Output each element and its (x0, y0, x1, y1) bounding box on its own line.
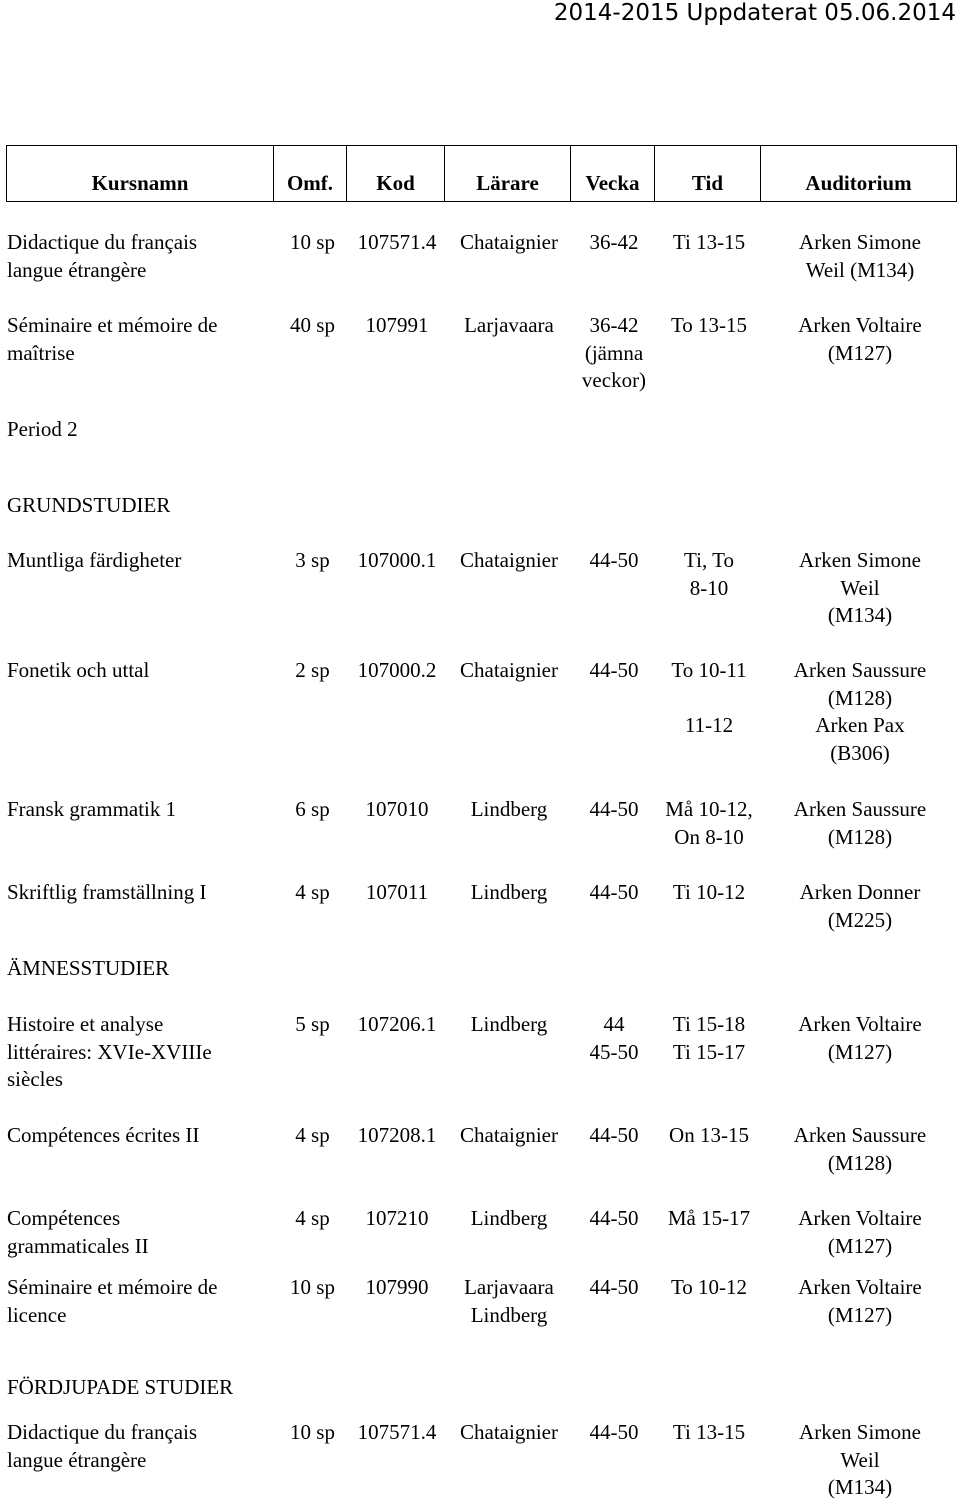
course-credits-line: 5 sp (295, 1012, 330, 1036)
course-name-line: maîtrise (7, 340, 75, 365)
course-code-line: 107571.4 (357, 230, 437, 254)
course-credits (280, 1419, 345, 1447)
period-2-label: Period 2 (7, 417, 78, 441)
course-room-line: (M128) (827, 685, 893, 710)
course-time (656, 657, 762, 740)
course-time-line (656, 685, 762, 713)
course-credits-line: 4 sp (295, 1206, 330, 1230)
column-header-row (7, 146, 957, 202)
course-time-line: To 13-15 (670, 313, 748, 337)
course-code-line: 107000.1 (357, 548, 437, 572)
course-weeks-line: 36-42 (589, 313, 639, 337)
course-weeks-line: 44-50 (589, 658, 639, 682)
course-room (762, 229, 958, 284)
course-time (656, 1011, 762, 1066)
course-teacher (446, 1274, 572, 1329)
course-room-line: Weil (M134) (805, 257, 915, 282)
course-code (348, 547, 446, 575)
course-room-line: (M127) (827, 1302, 893, 1327)
course-name (7, 1274, 277, 1329)
course-weeks (572, 1205, 656, 1233)
course-credits-line: 40 sp (290, 313, 335, 337)
course-name (7, 1122, 277, 1150)
course-code (348, 1274, 446, 1302)
course-room-line: Weil (840, 1447, 880, 1472)
course-room-line: Weil (840, 575, 880, 600)
course-credits (280, 1205, 345, 1233)
course-teacher (446, 1205, 572, 1233)
course-room-line: (M127) (827, 1039, 893, 1064)
course-name (7, 1419, 277, 1474)
course-time-line: Ti 10-12 (672, 880, 746, 904)
course-room-line: Arken Saussure (793, 797, 927, 821)
course-teacher (446, 879, 572, 907)
course-name-line: Compétences écrites II (7, 1123, 200, 1147)
course-weeks (572, 1419, 656, 1447)
course-time (656, 1419, 762, 1447)
course-time-line: To 10-12 (670, 1275, 748, 1299)
course-weeks-line: 36-42 (589, 230, 639, 254)
course-time-line: Må 10-12, (665, 797, 753, 821)
course-time-line: 11-12 (684, 713, 734, 737)
course-name-line: langue étrangère (7, 1447, 147, 1472)
course-time (656, 1274, 762, 1302)
course-credits (280, 1122, 345, 1150)
course-name (7, 657, 277, 685)
course-teacher-line: Lindberg (470, 797, 548, 821)
column-header-kod: Kod (347, 146, 445, 202)
course-weeks-line: 44-50 (589, 548, 639, 572)
course-code (348, 229, 446, 257)
course-teacher-line: Larjavaara (464, 313, 554, 337)
course-credits (280, 1011, 345, 1039)
course-code (348, 879, 446, 907)
course-room-line: (M128) (827, 824, 893, 849)
course-weeks (572, 1011, 656, 1066)
section-fordjupade-studier: FÖRDJUPADE STUDIER (7, 1375, 234, 1399)
course-teacher-line: Chataignier (460, 1420, 558, 1444)
course-time-line: Ti 13-15 (672, 1420, 746, 1444)
column-header-tid: Tid (655, 146, 761, 202)
course-credits (280, 1274, 345, 1302)
course-teacher (446, 1122, 572, 1150)
course-teacher-line: Chataignier (460, 1123, 558, 1147)
course-name (7, 312, 277, 367)
course-code-line: 107990 (365, 1275, 429, 1299)
course-room (762, 879, 958, 934)
course-room-line: Arken Saussure (793, 1123, 927, 1147)
course-room-line: Arken Voltaire (798, 313, 922, 337)
course-time (656, 879, 762, 907)
course-credits (280, 796, 345, 824)
course-name-line: langue étrangère (7, 257, 147, 282)
course-room-line: Arken Simone (799, 1420, 921, 1444)
course-weeks (572, 879, 656, 907)
course-name-line: Muntliga färdigheter (7, 548, 182, 572)
course-credits-line: 10 sp (290, 1420, 335, 1444)
course-time-line: Må 15-17 (667, 1206, 751, 1230)
course-weeks (572, 1122, 656, 1150)
course-room-line: Arken Pax (815, 713, 905, 737)
section-grundstudier: GRUNDSTUDIER (7, 493, 171, 517)
course-name (7, 796, 277, 824)
course-room-line: Arken Simone (799, 230, 921, 254)
course-teacher (446, 1011, 572, 1039)
course-credits-line: 10 sp (290, 1275, 335, 1299)
course-weeks (572, 657, 656, 685)
course-room (762, 657, 958, 767)
course-teacher (446, 657, 572, 685)
course-teacher (446, 312, 572, 340)
course-credits-line: 2 sp (295, 658, 330, 682)
course-credits-line: 10 sp (290, 230, 335, 254)
course-name (7, 1011, 277, 1094)
course-room-line: Arken Simone (799, 548, 921, 572)
course-weeks-line: 44-50 (589, 1275, 639, 1299)
course-teacher-line: Lindberg (470, 1206, 548, 1230)
course-time-line: To 10-11 (671, 658, 747, 682)
course-time (656, 229, 762, 257)
course-room-line: (M128) (827, 1150, 893, 1175)
course-room-line: (M225) (827, 907, 893, 932)
course-name-line: Séminaire et mémoire de (7, 313, 218, 337)
course-room (762, 1205, 958, 1260)
course-name-line: grammaticales II (7, 1233, 149, 1258)
course-credits-line: 4 sp (295, 880, 330, 904)
column-header-larare: Lärare (445, 146, 571, 202)
course-name-line: Fonetik och uttal (7, 658, 150, 682)
course-time (656, 312, 762, 340)
course-code (348, 1419, 446, 1447)
course-weeks-line: 44-50 (589, 880, 639, 904)
course-weeks-line: 44-50 (589, 797, 639, 821)
course-credits (280, 547, 345, 575)
course-room-line: (M127) (827, 340, 893, 365)
course-name-line: littéraires: XVIe-XVIIIe (7, 1039, 212, 1064)
course-teacher (446, 1419, 572, 1447)
course-time-line: On 8-10 (674, 824, 744, 849)
course-teacher-line: Lindberg (470, 1302, 548, 1327)
course-code (348, 1011, 446, 1039)
course-credits (280, 879, 345, 907)
course-name-line: siècles (7, 1067, 63, 1091)
course-room-line: Arken Voltaire (798, 1275, 922, 1299)
course-weeks-line: 44-50 (589, 1206, 639, 1230)
course-teacher-line: Chataignier (460, 230, 558, 254)
column-header-omf: Omf. (274, 146, 347, 202)
course-weeks (572, 312, 656, 395)
course-weeks-line: 44 (603, 1012, 625, 1036)
course-room-line: (M134) (827, 1475, 893, 1499)
course-room-line: Arken Voltaire (798, 1206, 922, 1230)
course-teacher-line: Chataignier (460, 658, 558, 682)
course-code (348, 1122, 446, 1150)
course-room (762, 1011, 958, 1066)
course-code-line: 107210 (365, 1206, 429, 1230)
course-teacher (446, 796, 572, 824)
course-name (7, 1205, 277, 1260)
course-time-line: On 13-15 (669, 1123, 749, 1147)
course-name (7, 879, 277, 907)
course-room (762, 796, 958, 851)
course-room-line: Arken Donner (799, 880, 921, 904)
course-weeks (572, 229, 656, 257)
course-room (762, 312, 958, 367)
course-name (7, 229, 277, 284)
course-code (348, 796, 446, 824)
course-code-line: 107206.1 (357, 1012, 437, 1036)
course-name (7, 547, 277, 575)
course-credits (280, 657, 345, 685)
course-time (656, 796, 762, 851)
course-credits-line: 6 sp (295, 797, 330, 821)
course-code-line: 107000.2 (357, 658, 437, 682)
course-name-line: Séminaire et mémoire de (7, 1275, 218, 1299)
course-room (762, 1274, 958, 1329)
course-code (348, 657, 446, 685)
course-weeks-line: 44-50 (589, 1420, 639, 1444)
course-weeks (572, 547, 656, 575)
course-room-line: (M134) (827, 603, 893, 627)
document-title: 2014-2015 Uppdaterat 05.06.2014 (553, 0, 956, 26)
course-teacher-line: Lindberg (470, 1012, 548, 1036)
course-room-line: Arken Voltaire (798, 1012, 922, 1036)
column-header-auditorium: Auditorium (761, 146, 957, 202)
column-header-table (6, 145, 957, 202)
course-time (656, 1205, 762, 1233)
course-name-line: Fransk grammatik 1 (7, 797, 177, 821)
course-credits (280, 229, 345, 257)
course-room (762, 1419, 958, 1502)
course-credits-line: 3 sp (295, 548, 330, 572)
course-time (656, 1122, 762, 1150)
course-code-line: 107011 (365, 880, 429, 904)
course-weeks (572, 1274, 656, 1302)
course-code (348, 312, 446, 340)
course-code-line: 107010 (365, 797, 429, 821)
course-name-line: Histoire et analyse (7, 1012, 164, 1036)
course-time-line: Ti, To (684, 548, 734, 572)
course-teacher (446, 229, 572, 257)
course-teacher-line: Chataignier (460, 548, 558, 572)
column-header-vecka: Vecka (571, 146, 655, 202)
course-code-line: 107208.1 (357, 1123, 437, 1147)
course-name-line: Didactique du français (7, 1420, 198, 1444)
column-header-kursnamn: Kursnamn (7, 146, 274, 202)
course-name-line: licence (7, 1302, 67, 1327)
course-code-line: 107991 (365, 313, 429, 337)
course-teacher-line: Larjavaara (464, 1275, 554, 1299)
course-room (762, 1122, 958, 1177)
course-time-line: 8-10 (689, 575, 729, 600)
course-time-line: Ti 13-15 (672, 230, 746, 254)
course-credits (280, 312, 345, 340)
course-weeks-line: veckor) (581, 368, 647, 392)
course-teacher-line: Lindberg (470, 880, 548, 904)
course-credits-line: 4 sp (295, 1123, 330, 1147)
course-room-line: Arken Saussure (793, 658, 927, 682)
course-time-line: Ti 15-18 (672, 1012, 746, 1036)
course-name-line: Skriftlig framställning I (7, 880, 207, 904)
course-time-line: Ti 15-17 (672, 1039, 746, 1064)
course-weeks (572, 796, 656, 824)
course-weeks-line: 45-50 (589, 1039, 639, 1064)
course-teacher (446, 547, 572, 575)
course-room-line: (M127) (827, 1233, 893, 1258)
section-amnesstudier: ÄMNESSTUDIER (7, 956, 170, 980)
course-room (762, 547, 958, 630)
course-code (348, 1205, 446, 1233)
course-weeks-line: (jämna (584, 340, 644, 365)
course-time (656, 547, 762, 602)
course-weeks-line: 44-50 (589, 1123, 639, 1147)
course-name-line: Compétences (7, 1206, 121, 1230)
course-room-line: (B306) (830, 740, 890, 765)
course-name-line: Didactique du français (7, 230, 198, 254)
course-code-line: 107571.4 (357, 1420, 437, 1444)
